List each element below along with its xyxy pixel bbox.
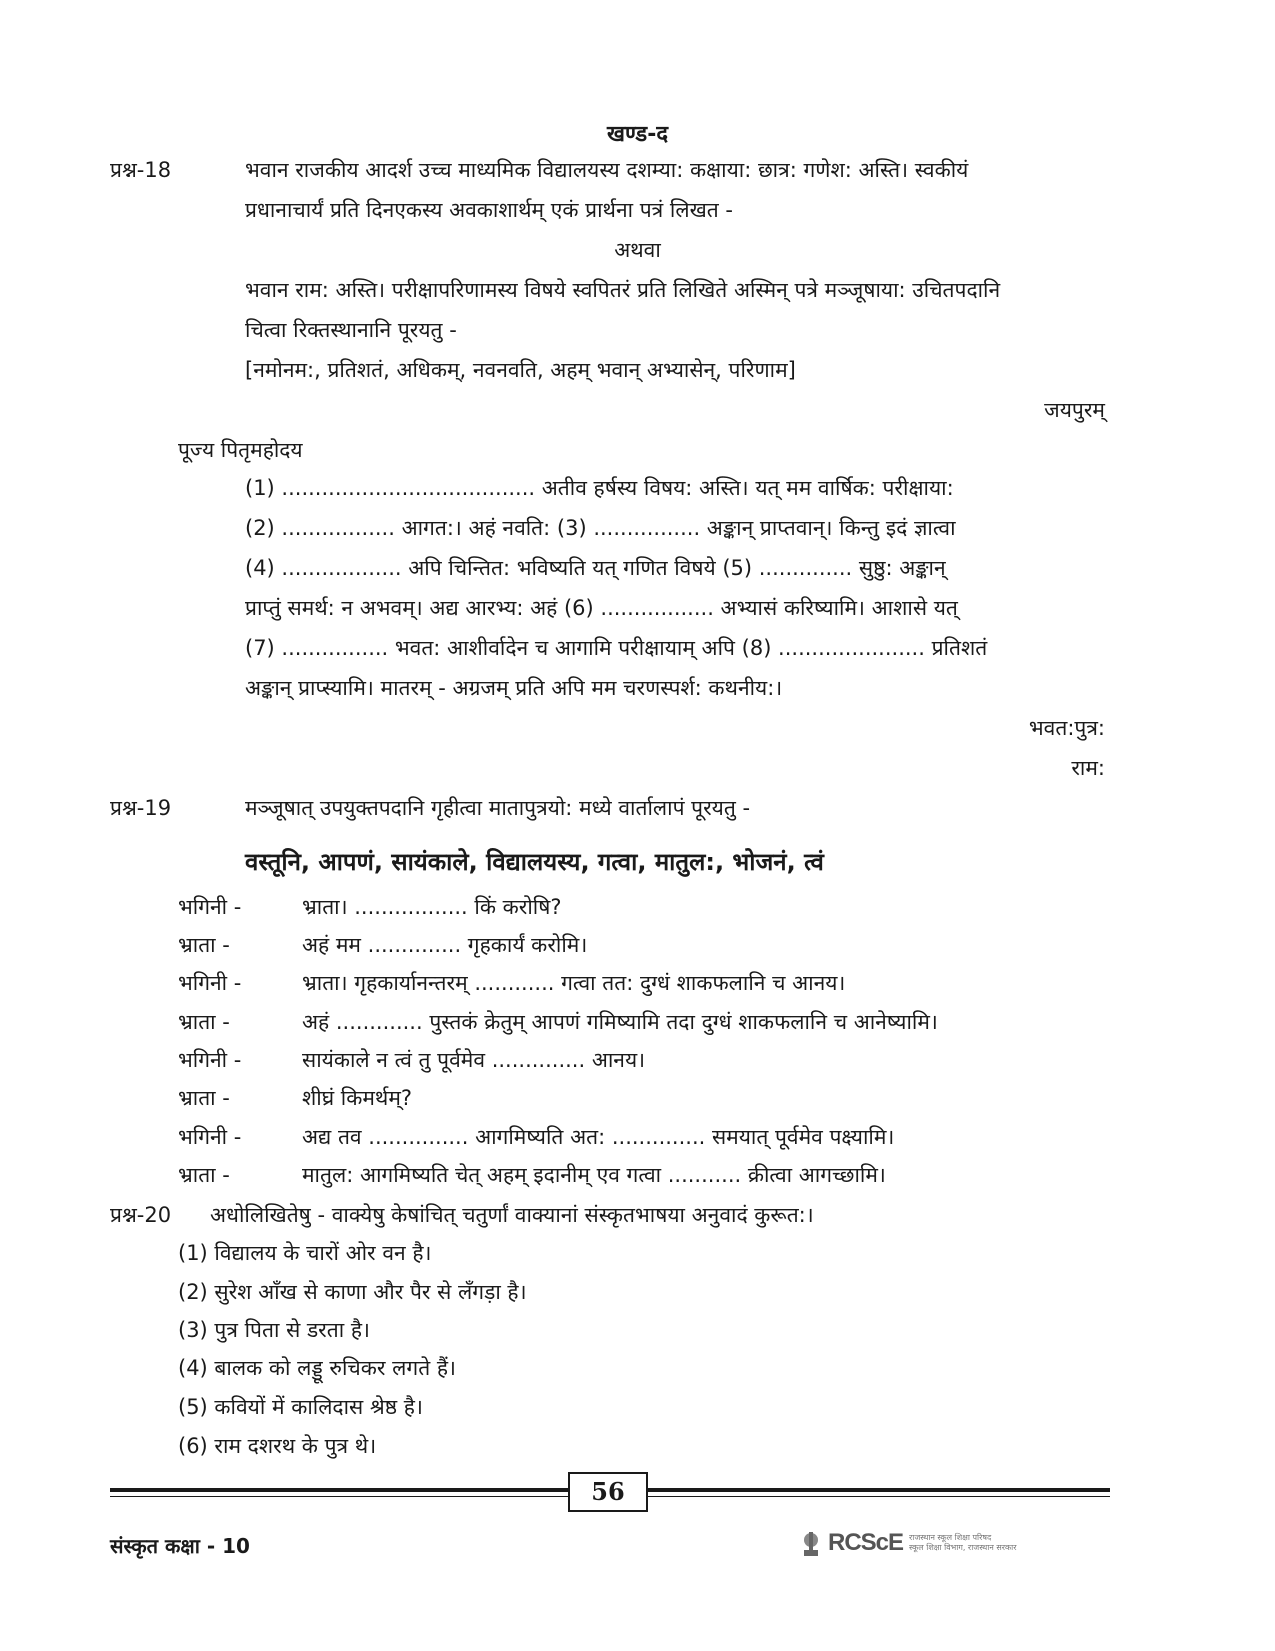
letter-line-3: (4) .................. अपि चिन्तित: भविष्यति यत् गणित विषये (5) .............. सुष्ठु: अङ्कान् xyxy=(245,556,946,580)
translation-item: (3) पुत्र पिता से डरता है। xyxy=(178,1318,370,1342)
dialogue-line: सायंकाले न त्वं तु पूर्वमेव .............. आनय। xyxy=(302,1048,646,1072)
letter-sign-1: भवत:पुत्र: xyxy=(1028,716,1105,740)
q18-line-3: भवान राम: अस्ति। परीक्षापरिणामस्य विषये स्वपितरं प्रति लिखिते अस्मिन् पत्रे मञ्जूषाया: उचितपदानि xyxy=(245,278,1001,302)
letter-place: जयपुरम् xyxy=(1044,398,1105,422)
dialogue-speaker: भगिनी - xyxy=(178,1125,242,1149)
letter-line-6: अङ्कान् प्राप्स्यामि। मातरम् - अग्रजम् प्रति अपि मम चरणस्पर्श: कथनीय:। xyxy=(245,676,783,700)
emblem-icon xyxy=(800,1528,822,1558)
dialogue-speaker: भ्राता - xyxy=(178,1010,230,1034)
translation-item: (4) बालक को लड्डू रुचिकर लगते हैं। xyxy=(178,1356,456,1380)
q18-line-4: चित्वा रिक्तस्थानानि पूरयतु - xyxy=(245,318,457,342)
q19-word-box: वस्तूनि, आपणं, सायंकाले, विद्यालयस्य, गत्वा, मातुल:, भोजनं, त्वं xyxy=(245,848,824,876)
letter-sign-2: राम: xyxy=(1071,756,1105,780)
letter-line-2: (2) ................. आगत:। अहं नवति: (3) ................ अङ्कान् प्राप्तवान्। किन्तु इदं ज्ञात्वा xyxy=(245,516,956,540)
dialogue-line: शीघ्रं किमर्थम्? xyxy=(302,1086,413,1110)
page-number: 56 xyxy=(568,1472,648,1512)
dialogue-line: मातुल: आगमिष्यति चेत् अहम् इदानीम् एव गत्वा ........... क्रीत्वा आगच्छामि। xyxy=(302,1163,886,1187)
logo-subtitle-2: स्कूल शिक्षा विभाग, राजस्थान सरकार xyxy=(909,1543,1017,1552)
dialogue-line: अद्य तव ............... आगमिष्यति अत: .............. समयात् पूर्वमेव पक्ष्यामि। xyxy=(302,1125,895,1149)
translation-item: (2) सुरेश आँख से काणा और पैर से लँगड़ा है। xyxy=(178,1280,527,1304)
dialogue-line: भ्राता। ................. किं करोषि? xyxy=(302,895,562,919)
question-19-label: प्रश्न-19 xyxy=(110,796,172,820)
q20-instruction: अधोलिखितेषु - वाक्येषु केषांचित् चतुर्णां वाक्यानां संस्कृतभाषया अनुवादं कुरूत:। xyxy=(210,1203,814,1227)
dialogue-line: अहं मम .............. गृहकार्यं करोमि। xyxy=(302,933,588,957)
question-18-label: प्रश्न-18 xyxy=(110,158,172,182)
logo-subtitle-1: राजस्थान स्कूल शिक्षा परिषद xyxy=(909,1533,992,1542)
q18-line-1: भवान राजकीय आदर्श उच्च माध्यमिक विद्यालयस्य दशम्या: कक्षाया: छात्र: गणेश: अस्ति। स्वकीयं xyxy=(245,158,969,182)
dialogue-speaker: भ्राता - xyxy=(178,933,230,957)
dialogue-line: भ्राता। गृहकार्यानन्तरम् ............ गत्वा तत: दुग्धं शाकफलानि च आनय। xyxy=(302,971,846,995)
logo-text: RCScE xyxy=(828,1529,904,1556)
q18-line-2: प्रधानाचार्यं प्रति दिनएकस्य अवकाशार्थम् एकं प्रार्थना पत्रं लिखत - xyxy=(245,198,733,222)
q18-or-label: अथवा xyxy=(614,238,661,262)
dialogue-speaker: भ्राता - xyxy=(178,1163,230,1187)
publisher-logo xyxy=(800,1528,1017,1558)
question-20-label: प्रश्न-20 xyxy=(110,1203,172,1227)
translation-item: (1) विद्यालय के चारों ओर वन है। xyxy=(178,1241,432,1265)
book-title: संस्कृत कक्षा - 10 xyxy=(110,1534,250,1558)
translation-item: (6) राम दशरथ के पुत्र थे। xyxy=(178,1434,377,1458)
dialogue-speaker: भ्राता - xyxy=(178,1086,230,1110)
q18-word-box: [नमोनम:, प्रतिशतं, अधिकम्, नवनवति, अहम् भवान् अभ्यासेन्, परिणाम] xyxy=(245,358,796,382)
dialogue-speaker: भगिनी - xyxy=(178,1048,242,1072)
dialogue-line: अहं ............. पुस्तकं क्रेतुम् आपणं गमिष्यामि तदा दुग्धं शाकफलानि च आनेष्यामि। xyxy=(302,1010,938,1034)
dialogue-speaker: भगिनी - xyxy=(178,971,242,995)
translation-item: (5) कवियों में कालिदास श्रेष्ठ है। xyxy=(178,1395,423,1419)
letter-line-5: (7) ................ भवत: आशीर्वादेन च आगामि परीक्षायाम् अपि (8) ...................... प्रतिशतं xyxy=(245,636,988,660)
letter-line-4: प्राप्तुं समर्थ: न अभवम्। अद्य आरभ्य: अहं (6) ................. अभ्यासं करिष्यामि। आशासे यत् xyxy=(245,596,958,620)
letter-line-1: (1) ...................................... अतीव हर्षस्य विषय: अस्ति। यत् मम वार्षिक: परीक्षाया: xyxy=(245,476,954,500)
section-title: खण्ड-द xyxy=(606,122,669,147)
letter-salutation: पूज्य पितृमहोदय xyxy=(178,438,303,462)
q19-instruction: मञ्जूषात् उपयुक्तपदानि गृहीत्वा मातापुत्रयो: मध्ये वार्तालापं पूरयतु - xyxy=(245,796,751,820)
dialogue-speaker: भगिनी - xyxy=(178,895,242,919)
